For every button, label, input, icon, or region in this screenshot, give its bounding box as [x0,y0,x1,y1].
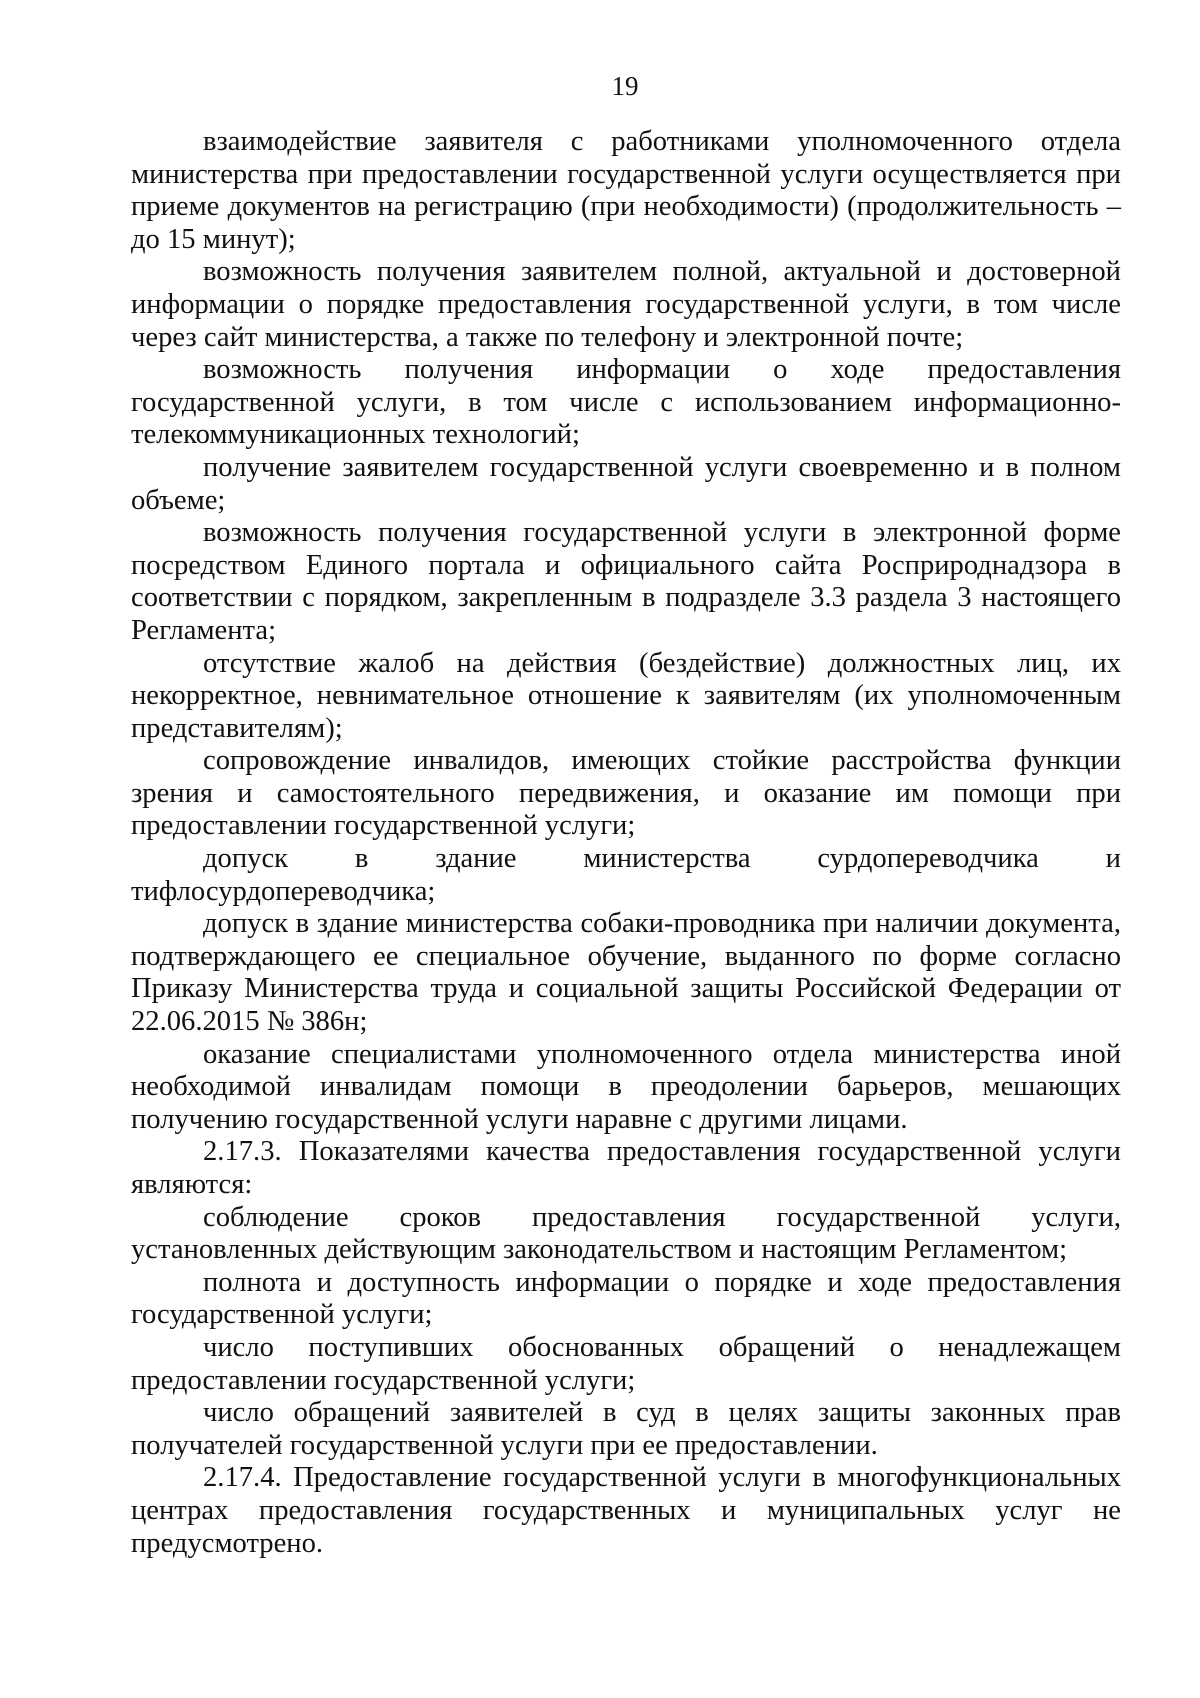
paragraph: число обращений заявителей в суд в целях защиты законных прав получателей государственной услуги при ее предоставлении. [131,1397,1121,1461]
paragraph: допуск в здание министерства сурдопереводчика и тифлосурдопереводчика; [131,843,1121,907]
paragraph: возможность получения государственной услуги в электронной форме посредством Единого портала и официального сайта Росприроднадзора в соответствии с порядком, закрепленным в подразделе 3.3 раздела 3 настоящего Регламента; [131,517,1121,646]
paragraph: получение заявителем государственной услуги своевременно и в полном объеме; [131,451,1121,516]
paragraph: допуск в здание министерства собаки-проводника при наличии документа, подтверждающего ее специальное обучение, выданного по форме согласно Приказу Министерства труда и социальной защиты Российской Федерации от 22.06.2015 № 386н; [131,908,1121,1038]
page-number: 19 [611,71,639,101]
document-body [131,126,1121,1560]
paragraph: оказание специалистами уполномоченного отдела министерства иной необходимой инвалидам помощи в преодолении барьеров, мешающих получению государственной услуги наравне с другими лицами. [131,1038,1121,1135]
section-paragraph-2-17-4: 2.17.4. Предоставление государственной услуги в многофункциональных центрах предоставления государственных и муниципальных услуг не предусмотрено. [131,1462,1121,1559]
paragraph: взаимодействие заявителя с работниками уполномоченного отдела министерства при предоставлении государственной услуги осуществляется при приеме документов на регистрацию (при необходимости) (продолжительность – до 15 минут); [131,126,1121,255]
paragraph: возможность получения заявителем полной, актуальной и достоверной информации о порядке предоставления государственной услуги, в том числе через сайт министерства, а также по телефону и электронной почте; [131,256,1121,353]
section-paragraph-2-17-3: 2.17.3. Показателями качества предоставления государственной услуги являются: [131,1136,1121,1200]
paragraph: число поступивших обоснованных обращений о ненадлежащем предоставлении государственной услуги; [131,1331,1121,1396]
paragraph: возможность получения информации о ходе предоставления государственной услуги, в том числе с использованием информационно-телекоммуникационных технологий; [131,354,1121,451]
paragraph: полнота и доступность информации о порядке и ходе предоставления государственной услуги; [131,1266,1121,1331]
paragraph: соблюдение сроков предоставления государственной услуги, установленных действующим законодательством и настоящим Регламентом; [131,1201,1121,1266]
paragraph: отсутствие жалоб на действия (бездействие) должностных лиц, их некорректное, невнимательное отношение к заявителям (их уполномоченным представителям); [131,647,1121,744]
paragraph: сопровождение инвалидов, имеющих стойкие расстройства функции зрения и самостоятельного передвижения, и оказание им помощи при предоставлении государственной услуги; [131,745,1121,842]
